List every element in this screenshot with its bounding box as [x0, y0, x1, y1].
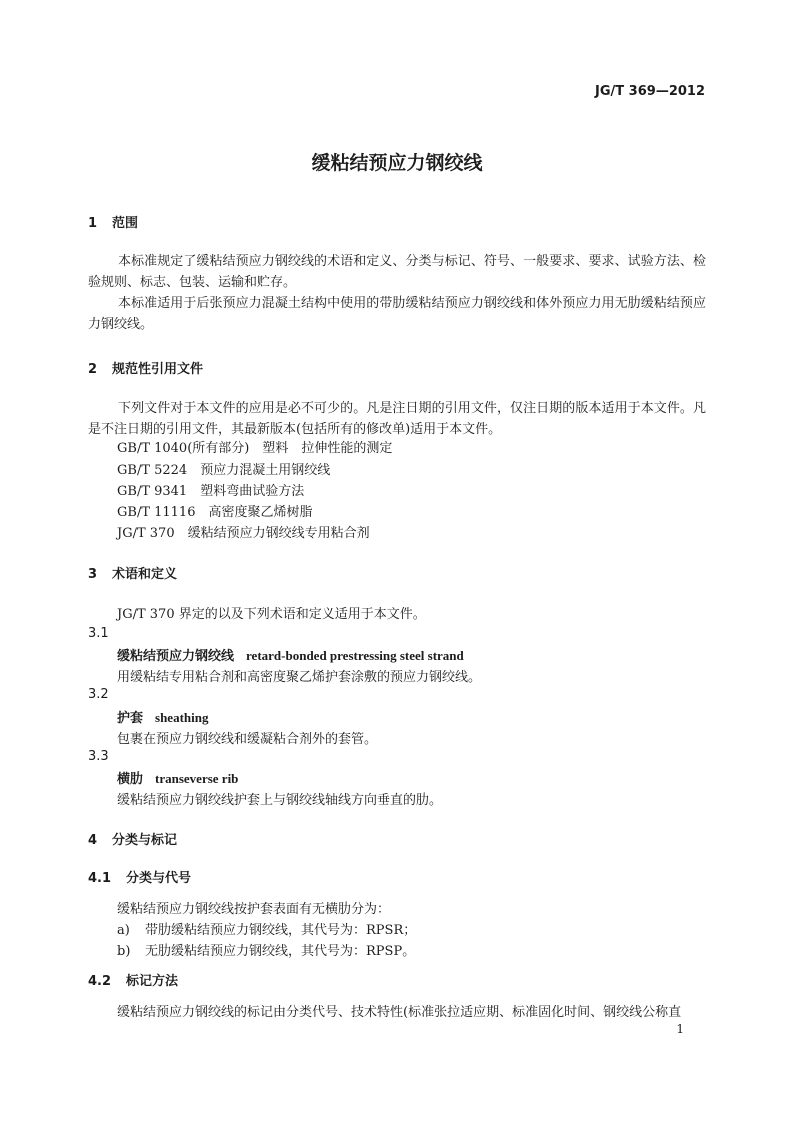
term-number: 3.2	[88, 687, 109, 702]
subsection-4-2-text: 缓粘结预应力钢绞线的标记由分类代号、技术特性(标准张拉适应期、标准固化时间、钢绞线公称直	[117, 1005, 682, 1020]
normative-ref: GB/T 11116 高密度聚乙烯树脂	[117, 505, 313, 520]
term-heading	[117, 645, 464, 664]
term-number: 3.1	[88, 626, 109, 641]
term-heading	[117, 707, 208, 726]
term-en: retard-bonded prestressing steel strand	[246, 648, 464, 663]
section-2-heading: 2 规范性引用文件	[88, 362, 204, 377]
term-cn: 横肋	[117, 772, 144, 787]
paragraph: 本标准规定了缓粘结预应力钢绞线的术语和定义、分类与标记、符号、一般要求、要求、试验方法、检验规则、标志、包装、运输和贮存。	[88, 254, 706, 290]
term-en: sheathing	[155, 710, 209, 725]
section-1-heading: 1 范围	[88, 216, 139, 231]
term-cn: 护套	[117, 711, 144, 726]
term-definition: 包裹在预应力钢绞线和缓凝粘合剂外的套管。	[117, 732, 378, 747]
subsection-4-1-heading: 4.1 分类与代号	[88, 871, 192, 886]
standard-code: JG/T 369—2012	[595, 84, 705, 99]
section-4-heading: 4 分类与标记	[88, 833, 178, 848]
section-2-intro	[88, 398, 706, 440]
term-definition: 缓粘结预应力钢绞线护套上与钢绞线轴线方向垂直的肋。	[117, 793, 443, 808]
normative-ref: JG/T 370 缓粘结预应力钢绞线专用粘合剂	[117, 526, 370, 541]
paragraph: 下列文件对于本文件的应用是必不可少的。凡是注日期的引用文件，仅注日期的版本适用于本文件。凡是不注日期的引用文件，其最新版本(包括所有的修改单)适用于本文件。	[88, 401, 706, 437]
section-1-body	[88, 251, 706, 335]
document-title: 缓粘结预应力钢绞线	[311, 152, 483, 174]
list-marker: b)	[117, 944, 131, 959]
term-number: 3.3	[88, 749, 109, 764]
section-3-heading: 3 术语和定义	[88, 567, 178, 582]
term-cn: 缓粘结预应力钢绞线	[117, 649, 235, 664]
page-number: 1	[676, 1022, 684, 1036]
term-definition: 用缓粘结专用粘合剂和高密度聚乙烯护套涂敷的预应力钢绞线。	[117, 670, 482, 685]
normative-ref: GB/T 1040(所有部分) 塑料 拉伸性能的测定	[117, 441, 393, 456]
subsection-4-1-intro: 缓粘结预应力钢绞线按护套表面有无横肋分为：	[117, 902, 391, 917]
paragraph: 本标准适用于后张预应力混凝土结构中使用的带肋缓粘结预应力钢绞线和体外预应力用无肋缓粘结预应力钢绞线。	[88, 296, 706, 332]
section-3-intro: JG/T 370 界定的以及下列术语和定义适用于本文件。	[117, 607, 426, 622]
list-marker: a)	[117, 923, 130, 938]
term-heading	[117, 768, 238, 787]
list-item: a) 带肋缓粘结预应力钢绞线，其代号为：RPSR；	[117, 923, 417, 938]
normative-ref: GB/T 5224 预应力混凝土用钢绞线	[117, 463, 331, 478]
term-en: transeverse rib	[155, 771, 239, 786]
list-item: b) 无肋缓粘结预应力钢绞线，其代号为：RPSP。	[117, 944, 416, 959]
normative-ref: GB/T 9341 塑料弯曲试验方法	[117, 484, 305, 499]
subsection-4-2-heading: 4.2 标记方法	[88, 974, 179, 989]
